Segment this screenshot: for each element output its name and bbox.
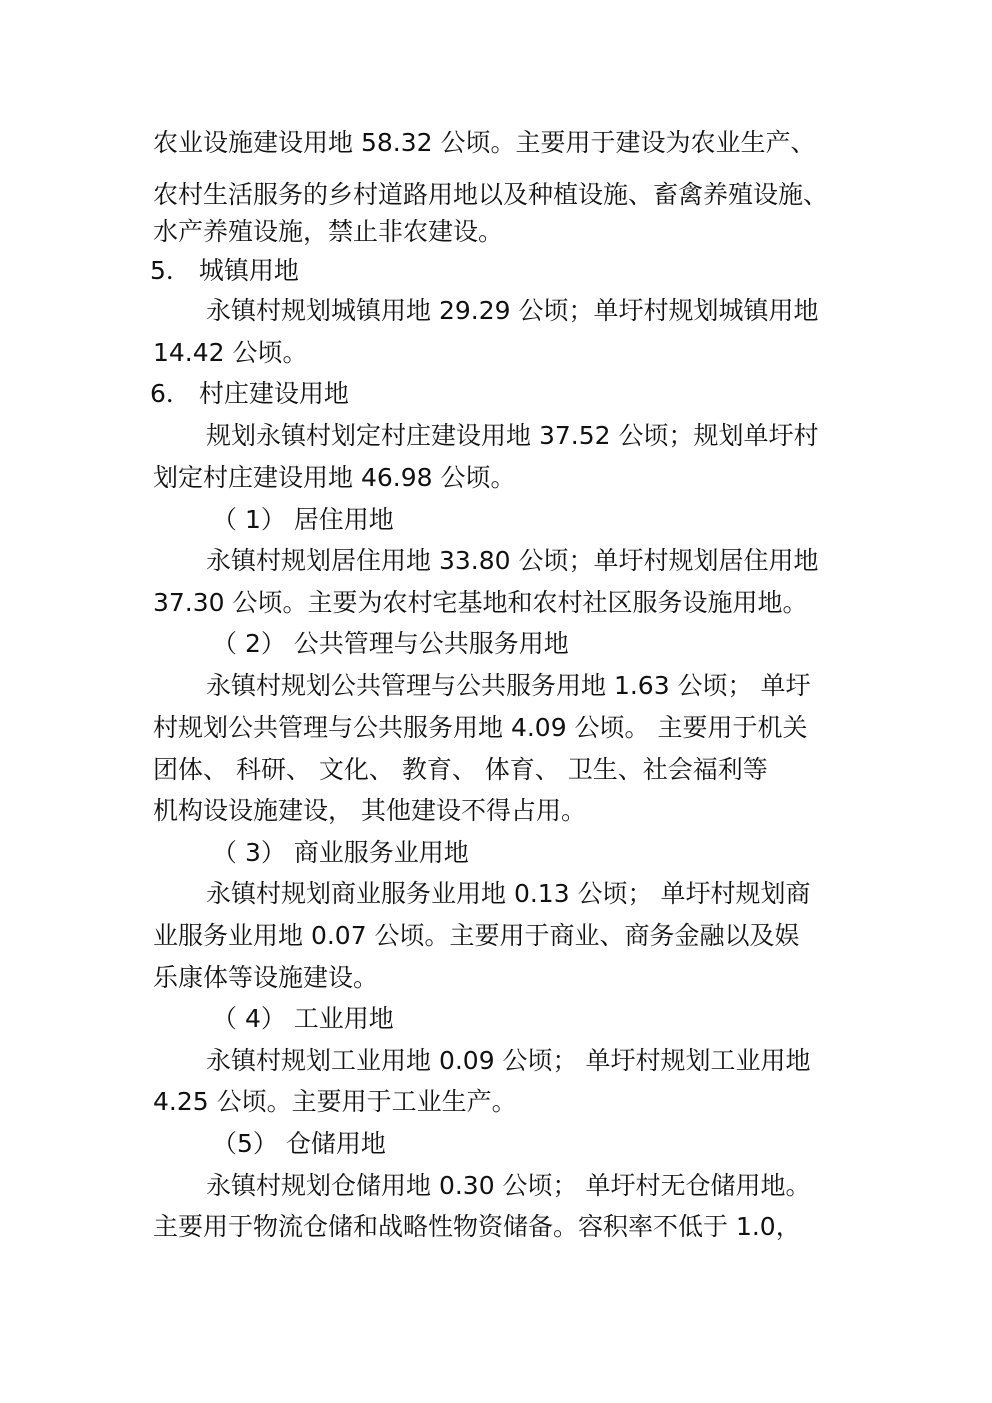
body-text-line: 划定村庄建设用地 46.98 公顷。 — [153, 463, 516, 492]
body-text-line: 业服务业用地 0.07 公顷。主要用于商业、商务金融以及娱 — [153, 921, 800, 950]
body-text-line: 永镇村规划城镇用地 29.29 公顷；单圩村规划城镇用地 — [206, 296, 819, 325]
body-text-line: 永镇村规划居住用地 33.80 公顷；单圩村规划居住用地 — [206, 546, 819, 575]
subsection-heading-2: （ 2） 公共管理与公共服务用地 — [212, 629, 569, 658]
section-heading-6: 6． 村庄建设用地 — [150, 379, 349, 408]
body-text-line: 37.30 公顷。主要为农村宅基地和农村社区服务设施用地。 — [153, 588, 808, 617]
subsection-heading-1: （ 1） 居住用地 — [212, 505, 394, 534]
body-text-line: 主要用于物流仓储和战略性物资储备。容积率不低于 1.0， — [153, 1212, 801, 1241]
body-text-line: 永镇村规划工业用地 0.09 公顷； 单圩村规划工业用地 — [206, 1046, 811, 1075]
body-text-line: 乐康体等设施建设。 — [153, 963, 379, 992]
section-heading-5: 5． 城镇用地 — [150, 256, 299, 285]
subsection-heading-5: （5） 仓储用地 — [212, 1129, 386, 1158]
subsection-heading-3: （ 3） 商业服务业用地 — [212, 838, 469, 867]
body-text-line: 14.42 公顷。 — [153, 338, 308, 367]
subsection-heading-4: （ 4） 工业用地 — [212, 1004, 394, 1033]
body-text-line: 永镇村规划仓储用地 0.30 公顷； 单圩村无仓储用地。 — [206, 1171, 811, 1200]
body-text-line: 农村生活服务的乡村道路用地以及种植设施、畜禽养殖设施、 — [153, 180, 829, 209]
body-text-line: 永镇村规划商业服务业用地 0.13 公顷； 单圩村规划商 — [206, 879, 811, 908]
body-text-line: 机构设设施建设， 其他建设不得占用。 — [153, 796, 586, 825]
body-text-line: 永镇村规划公共管理与公共服务用地 1.63 公顷； 单圩 — [206, 671, 811, 700]
body-text-line: 水产养殖设施，禁止非农建设。 — [153, 217, 504, 246]
body-text-line: 规划永镇村划定村庄建设用地 37.52 公顷；规划单圩村 — [206, 421, 819, 450]
body-text-line: 团体、 科研、 文化、 教育、 体育、 卫生、社会福利等 — [153, 755, 768, 784]
body-text-line: 农业设施建设用地 58.32 公顷。主要用于建设为农业生产、 — [153, 128, 816, 157]
body-text-line: 村规划公共管理与公共服务用地 4.09 公顷。 主要用于机关 — [153, 713, 808, 742]
body-text-line: 4.25 公顷。主要用于工业生产。 — [153, 1087, 517, 1116]
